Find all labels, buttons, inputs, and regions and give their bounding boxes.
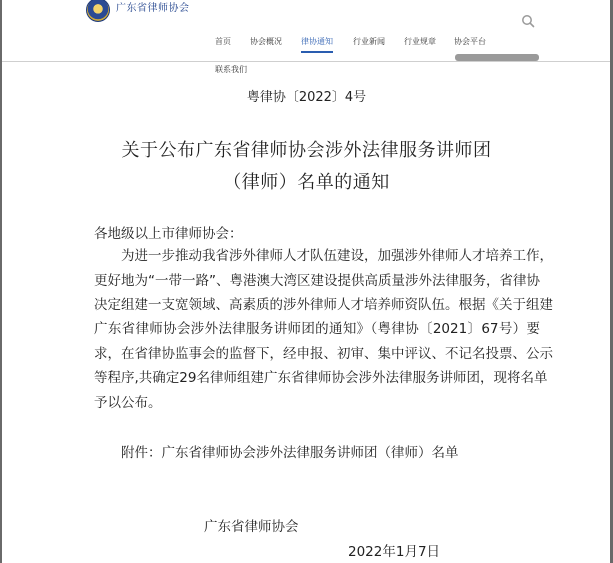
document-title-line-1: 关于公布广东省律师协会涉外法律服务讲师团 — [121, 140, 492, 161]
document-number: 粤律协〔2022〕4号 — [246, 90, 367, 105]
site-logo[interactable] — [86, 0, 190, 22]
body-line: 求，在省律协监事会的监督下，经申报、初审、集中评议、不记名投票、公示 — [94, 346, 553, 362]
nav-item-home[interactable]: 首页 — [215, 37, 231, 46]
attachment-link[interactable]: 附件：广东省律师协会涉外法律服务讲师团（律师）名单 — [121, 445, 459, 461]
nav-item-news[interactable]: 行业新闻 — [353, 37, 385, 46]
document-title-line-2: （律师）名单的通知 — [223, 172, 390, 193]
body-line: 等程序,共确定29名律师组建广东省律师协会涉外法律服务讲师团，现将名单 — [94, 370, 548, 386]
nav-item-contact[interactable]: 联系我们 — [215, 65, 247, 74]
body-line: 予以公布。 — [94, 395, 162, 411]
salutation: 各地级以上市律师协会： — [94, 226, 243, 242]
main-nav — [2, 36, 610, 52]
site-header — [2, 0, 610, 62]
window-left-edge — [0, 0, 2, 563]
nav-item-platform[interactable]: 协会平台 — [454, 37, 486, 46]
site-logo-text: 广东省律师协会 — [116, 2, 190, 14]
banner-tab-strip — [455, 54, 539, 61]
nav-item-about[interactable]: 协会概况 — [250, 37, 282, 46]
lawyers-association-emblem-icon — [86, 0, 110, 22]
nav-item-rules[interactable]: 行业规章 — [404, 37, 436, 46]
body-line: 广东省律师协会涉外法律服务讲师团的通知》（粤律协〔2021〕67号）要 — [94, 321, 540, 337]
signature-organization: 广东省律师协会 — [204, 519, 299, 535]
header-divider — [2, 61, 610, 62]
body-line: 决定组建一支宽领域、高素质的涉外律师人才培养师资队伍。根据《关于组建 — [94, 297, 553, 313]
nav-item-notice[interactable]: 律协通知 — [301, 36, 333, 53]
body-line: 为进一步推动我省涉外律师人才队伍建设，加强涉外律师人才培养工作， — [121, 248, 553, 264]
signature-date: 2022年1月7日 — [348, 544, 441, 560]
body-line: 更好地为“一带一路”、粤港澳大湾区建设提供高质量涉外法律服务，省律协 — [94, 273, 540, 289]
search-icon[interactable] — [521, 14, 535, 28]
